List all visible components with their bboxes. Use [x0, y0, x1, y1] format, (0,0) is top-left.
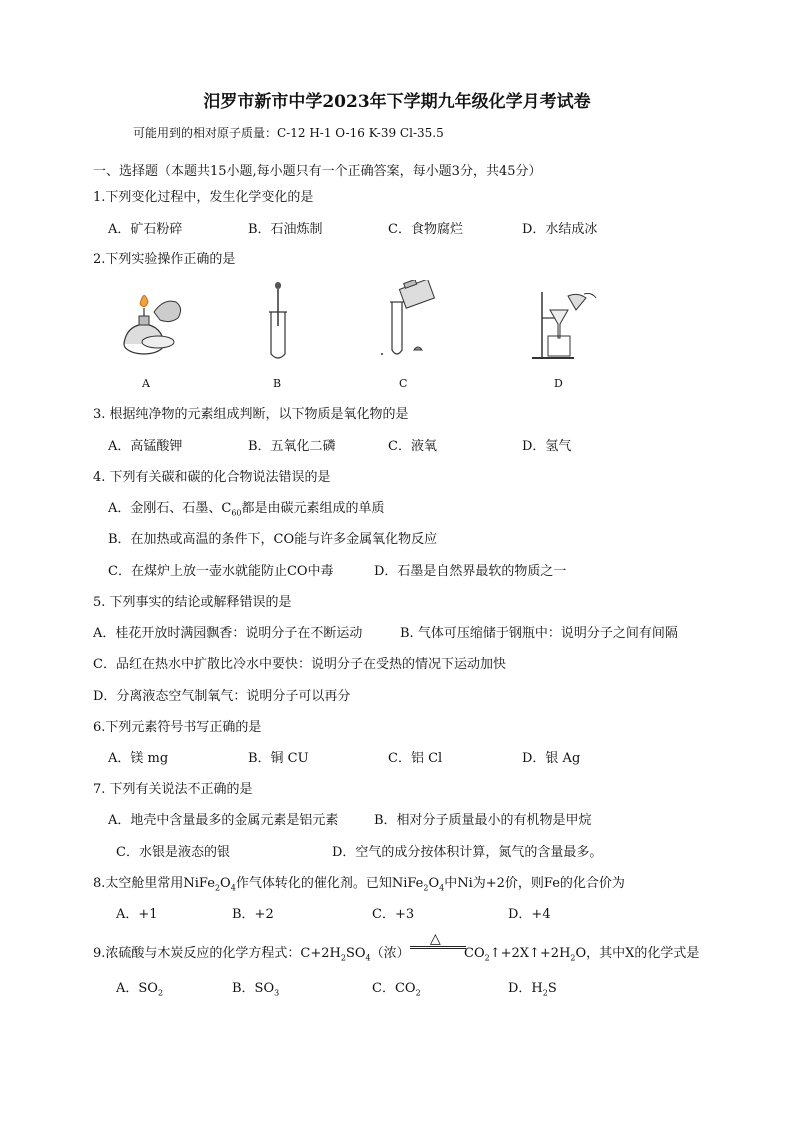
- q8-option-c: C．+3: [372, 907, 415, 922]
- q4-stem: 4. 下列有关碳和碳的化合物说法错误的是: [93, 470, 331, 485]
- q9-option-d: D．$H_2S$: [508, 981, 557, 998]
- q3-option-b: B．五氧化二磷: [248, 439, 336, 454]
- q9-stem-reactants: 9.浓硫酸与木炭反应的化学方程式：$C+2H_2SO_4$（浓）: [93, 946, 410, 963]
- q6-option-b: B．铜 CU: [248, 751, 309, 766]
- q1-option-a: A．矿石粉碎: [108, 222, 183, 237]
- q5-option-c: C．品红在热水中扩散比冷水中要快：说明分子在受热的情况下运动加快: [93, 657, 506, 672]
- q9-option-c: C．$CO_2$: [372, 981, 421, 998]
- q1-option-d: D．水结成冰: [522, 222, 598, 237]
- q7-stem: 7. 下列有关说法不正确的是: [93, 782, 253, 797]
- q6-option-d: D．银 Ag: [522, 751, 581, 766]
- q9-option-a: A．$SO_2$: [116, 981, 164, 998]
- q3-option-d: D．氢气: [522, 439, 572, 454]
- q7-option-a: A．地壳中含量最多的金属元素是铝元素: [108, 813, 339, 828]
- pouring-liquid-figure: [378, 280, 438, 362]
- figure-label-c: C: [399, 377, 408, 390]
- q3-option-c: C．液氧: [388, 439, 437, 454]
- alcohol-lamp-figure: [112, 282, 192, 362]
- reaction-arrow-line: [410, 946, 466, 949]
- figure-label-d: D: [554, 377, 563, 390]
- q6-option-c: C．铝 Cl: [388, 751, 443, 766]
- q2-stem: 2.下列实验操作正确的是: [93, 252, 236, 267]
- q6-stem: 6.下列元素符号书写正确的是: [93, 720, 262, 735]
- test-tube-dropper-figure: [258, 282, 298, 362]
- q5-stem: 5. 下列事实的结论或解释错误的是: [93, 595, 292, 610]
- figure-label-a: A: [142, 377, 150, 390]
- q9-stem-products: $CO_2↑+2X↑+2H_2O$，其中X的化学式是: [464, 946, 700, 963]
- q3-option-a: A．高锰酸钾: [108, 439, 183, 454]
- q5-option-a: A．桂花开放时满园飘香：说明分子在不断运动: [93, 626, 363, 641]
- section-heading: 一、选择题（本题共15小题,每小题只有一个正确答案，每小题3分，共45分）: [93, 164, 542, 179]
- q8-option-b: B．+2: [232, 907, 274, 922]
- q6-option-a: A．镁 mg: [108, 751, 169, 766]
- q7-option-c: C．水银是液态的银: [116, 845, 230, 860]
- q4-option-a: A．金刚石、石墨、$C_{60}$都是由碳元素组成的单质: [108, 501, 385, 518]
- q5-option-b: B. 气体可压缩储于钢瓶中：说明分子之间有间隔: [400, 626, 678, 641]
- figure-label-b: B: [273, 377, 282, 390]
- exam-title: 汨罗市新市中学2023年下学期九年级化学月考试卷: [203, 92, 591, 112]
- q4-option-b: B．在加热或高温的条件下，CO能与许多金属氧化物反应: [108, 532, 438, 547]
- q1-stem: 1.下列变化过程中，发生化学变化的是: [93, 190, 314, 205]
- heating-symbol: △: [430, 931, 441, 947]
- q4-option-d: D．石墨是自然界最软的物质之一: [374, 564, 567, 579]
- q4-option-c: C．在煤炉上放一壶水就能防止CO中毒: [108, 564, 334, 579]
- q5-option-d: D．分离液态空气制氧气：说明分子可以再分: [93, 689, 351, 704]
- q1-option-b: B．石油炼制: [248, 222, 323, 237]
- q8-option-d: D．+4: [508, 907, 551, 922]
- q9-option-b: B．$SO_3$: [232, 981, 280, 998]
- q1-option-c: C．食物腐烂: [388, 222, 463, 237]
- q8-stem: 8.太空舱里常用$NiFe_2O_4$作气体转化的催化剂。已知$NiFe_2O_4$中Ni为+2价，则Fe的化合价为: [93, 876, 625, 893]
- q8-option-a: A．+1: [116, 907, 158, 922]
- q7-option-b: B．相对分子质量最小的有机物是甲烷: [374, 813, 592, 828]
- atomic-mass-note: 可能用到的相对原子质量：C-12 H-1 O-16 K-39 Cl-35.5: [133, 126, 444, 140]
- filtration-figure: [528, 288, 600, 362]
- q3-stem: 3. 根据纯净物的元素组成判断，以下物质是氧化物的是: [93, 407, 409, 422]
- q7-option-d: D．空气的成分按体积计算，氮气的含量最多。: [332, 845, 603, 860]
